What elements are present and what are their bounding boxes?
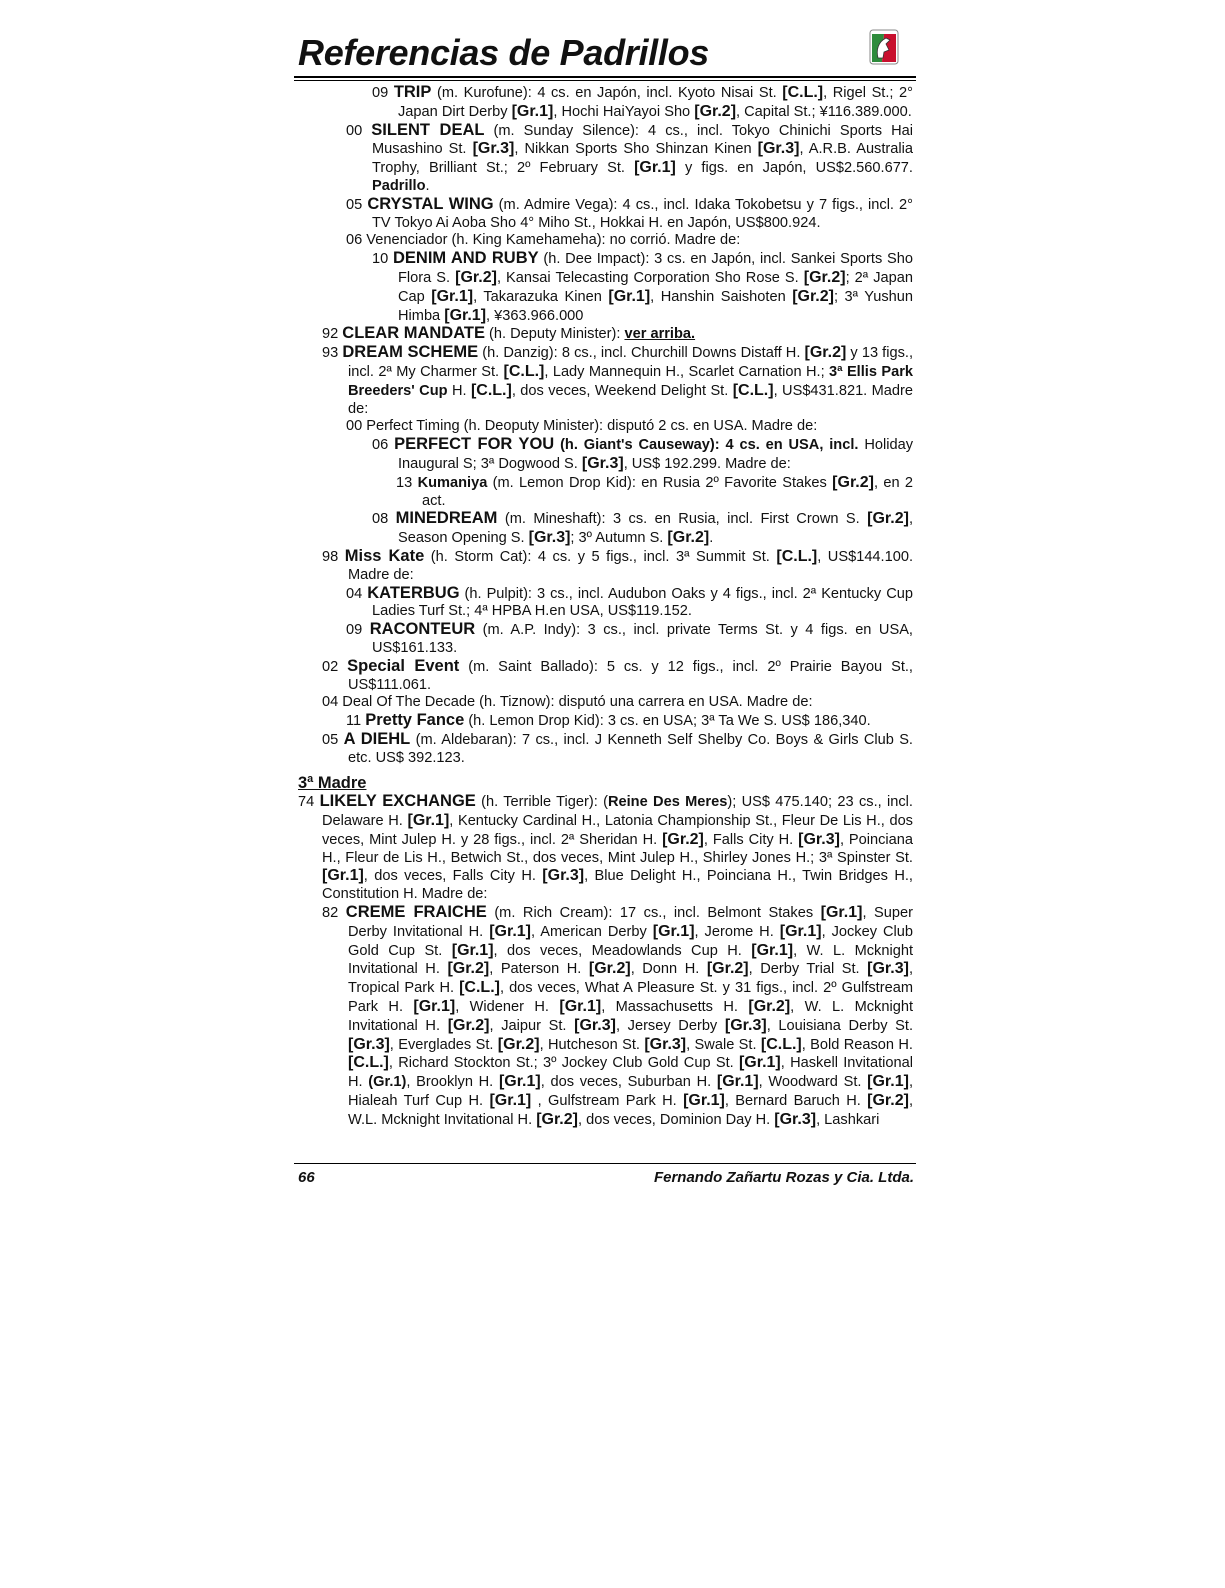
page-title: Referencias de Padrillos: [298, 32, 709, 73]
pedigree-entry: [298, 474, 913, 511]
pedigree-entry: [298, 418, 913, 436]
entry-text: , Swale St.: [686, 1036, 761, 1053]
entry-text: , A.R.B. Australia Trophy, Brilliant St.; 2º February St.: [372, 141, 913, 177]
grade-label: [Gr.3]: [472, 140, 515, 158]
entry-text: , dos veces, Suburban H.: [540, 1074, 717, 1091]
horse-name: SILENT DEAL: [371, 120, 485, 139]
third-dam-entries: [298, 793, 913, 1129]
entry-text: 00 Perfect Timing (h. Deoputy Minister): disputó 2 cs. en USA. Madre de:: [346, 418, 818, 435]
grade-label: [Gr.2]: [694, 102, 737, 120]
entry-text: H.: [447, 382, 471, 399]
grade-label: [Gr.2]: [447, 1016, 490, 1034]
entry-text: (h. Pulpit): 3 cs., incl. Audubon Oaks y 4 figs., incl. 2ª Kentucky Cup Ladies Turf St.; 4ª HPBA H.en USA, US$119.152.: [372, 585, 913, 620]
entry-text: (h. Terrible Tiger): (: [475, 794, 608, 811]
grade-label: [Gr.2]: [867, 510, 909, 528]
grade-label: [Gr.1]: [738, 1054, 781, 1072]
horse-head-logo-icon: [864, 28, 904, 66]
grade-label: [Gr.2]: [706, 960, 749, 978]
entry-text: 09: [372, 85, 394, 101]
grade-label: [Gr.1]: [322, 867, 364, 885]
horse-name: MINEDREAM: [395, 509, 498, 528]
publisher-name: Fernando Zañartu Rozas y Cia. Ltda.: [653, 1169, 914, 1186]
pedigree-entry: [298, 325, 913, 344]
entry-text: 04: [346, 585, 368, 602]
horse-name: PERFECT FOR YOU: [394, 435, 555, 454]
entry-text: , W.L. Mcknight Invitational H.: [348, 1093, 914, 1128]
pedigree-entry: [298, 585, 913, 622]
grade-label: [Gr.3]: [774, 1110, 817, 1128]
entry-text: 3ª Ellis Park Breeders' Cup: [348, 363, 913, 399]
grade-label: [Gr.3]: [798, 830, 840, 848]
grade-label: [Gr.2]: [832, 473, 874, 491]
entry-text: 06 Venenciador (h. King Kamehameha): no corrió. Madre de:: [346, 232, 741, 249]
dam-entries: [298, 84, 913, 767]
pedigree-entry: [298, 122, 913, 196]
entry-text: Holiday Inaugural S; 3ª Dogwood S.: [398, 437, 913, 472]
horse-name: Miss Kate: [344, 546, 425, 565]
entry-text: (h. Giant's Causeway): 4 cs. en USA, incl.: [554, 437, 859, 454]
entry-text: , Everglades St.: [389, 1036, 498, 1053]
horse-name: Pretty Fance: [365, 711, 465, 730]
entry-text: 04 Deal Of The Decade (h. Tiznow): disputó una carrera en USA. Madre de:: [322, 694, 813, 711]
entry-text: (h. Storm Cat): 4 cs. y 5 figs., incl. 3ª Summit St.: [424, 548, 777, 565]
entry-text: , Hutcheson St.: [539, 1036, 645, 1053]
entry-text: , Nikkan Sports Sho Shinzan Kinen: [514, 141, 758, 158]
grade-label: [Gr.1]: [652, 922, 695, 940]
entry-text: 13: [396, 474, 418, 491]
entry-text: y 13 figs., incl. 2ª My Charmer St.: [348, 345, 913, 380]
grade-label: [Gr.2]: [803, 268, 846, 286]
grade-label: [Gr.2]: [662, 830, 704, 848]
entry-text: 82: [322, 905, 346, 922]
entry-text: (m. Mineshaft): 3 cs. en Rusia, incl. First Crown S.: [497, 511, 868, 528]
entry-text: 98: [322, 548, 345, 565]
entry-text: , Bernard Baruch H.: [724, 1093, 868, 1110]
grade-label: [Gr.1]: [413, 998, 456, 1016]
entry-text: (h. Danzig): 8 cs., incl. Churchill Downs Distaff H.: [478, 345, 805, 362]
entry-text: , Hialeah Turf Cup H.: [348, 1074, 913, 1110]
entry-text: , Jersey Derby: [615, 1017, 725, 1034]
entry-text: 11: [346, 713, 366, 730]
grade-label: [Gr.3]: [574, 1016, 616, 1034]
entry-text: , Louisiana Derby St.: [766, 1017, 913, 1034]
entry-text: , Poinciana H., Fleur de Lis H., Betwich St., dos veces, Mint Julep H., Shirley Jones H.; 3ª Spinster St.: [322, 831, 914, 866]
entry-text: (Gr.1): [368, 1074, 407, 1091]
entry-text: , Woodward St.: [758, 1074, 868, 1091]
grade-label: [Gr.3]: [757, 140, 800, 158]
grade-label: [Gr.2]: [588, 960, 631, 978]
entry-text: , Jockey Club Gold Cup St.: [348, 923, 913, 959]
entry-text: , W. L. Mcknight Invitational H.: [348, 942, 914, 978]
entry-text: , Kentucky Cardinal H., Latonia Championship St., Fleur De Lis H., dos veces, Mint Julep H. y 28 figs., incl. 2ª Sheridan H.: [322, 813, 913, 848]
horse-name: CREME FRAICHE: [345, 903, 487, 922]
entry-text: (m. Sunday Silence): 4 cs., incl. Tokyo Chinichi Sports Hai Musashino St.: [372, 122, 913, 158]
entry-text: , Blue Delight H., Poinciana H., Twin Bridges H., Constitution H. Madre de:: [322, 868, 913, 903]
entry-text: , Richard Stockton St.; 3º Jockey Club Gold Cup St.: [388, 1055, 739, 1072]
grade-label: [Gr.3]: [581, 454, 624, 472]
horse-name: TRIP: [393, 83, 432, 101]
entry-text: 10: [372, 251, 393, 268]
entry-text: 02: [322, 658, 348, 675]
entry-text: y figs. en Japón, US$2.560.677.: [675, 160, 913, 177]
entry-text: , Capital St.; ¥116.389.000.: [736, 103, 912, 120]
grade-label: [Gr.1]: [444, 306, 487, 324]
entry-text: (m. Aldebaran): 7 cs., incl. J Kenneth Self Shelby Co. Boys & Girls Club S. etc. US$ 392.123.: [348, 731, 913, 766]
entry-text: , Derby Trial St.: [748, 961, 868, 978]
entry-text: , US$431.821. Madre de:: [348, 382, 914, 417]
grade-label: [Gr.2]: [536, 1110, 578, 1128]
entry-text: 93: [322, 345, 343, 362]
grade-label: [Gr.1]: [431, 287, 474, 305]
entry-text: , Kansai Telecasting Corporation Sho Rose S.: [496, 269, 804, 286]
entry-text: , Takarazuka Kinen: [473, 288, 609, 305]
pedigree-entry: [298, 344, 913, 418]
horse-name: CLEAR MANDATE: [342, 324, 485, 343]
entry-text: , W. L. Mcknight Invitational H.: [348, 999, 913, 1034]
entry-text: , Hanshin Saishoten: [650, 288, 793, 305]
entry-text: ; 2ª Japan Cap: [398, 269, 913, 305]
entry-text: , Super Derby Invitational H.: [348, 905, 913, 940]
entry-text: 08: [372, 511, 396, 528]
entry-text: ); US$ 475.140; 23 cs., incl. Delaware H.: [322, 794, 913, 830]
entry-text: ; 3º Autumn S.: [570, 530, 668, 547]
grade-label: [Gr.2]: [447, 960, 490, 978]
entry-text: , dos veces, Weekend Delight St.: [511, 382, 733, 399]
entry-text: , Brooklyn H.: [406, 1074, 499, 1091]
grade-label: [Gr.1]: [407, 812, 450, 830]
grade-label: [C.L.]: [776, 547, 818, 565]
entry-text: 74: [298, 794, 320, 811]
entry-text: , Gulfstream Park H.: [531, 1093, 684, 1110]
entry-text: , Jerome H.: [694, 923, 780, 940]
entry-text: (m. Rich Cream): 17 cs., incl. Belmont Stakes: [486, 905, 821, 922]
header-rule: [294, 76, 916, 78]
entry-text: Kumaniya: [417, 474, 488, 491]
grade-label: [Gr.1]: [751, 941, 794, 959]
grade-label: [Gr.2]: [804, 344, 847, 362]
entry-text: , Rigel St.; 2° Japan Dirt Derby: [398, 85, 913, 120]
entry-text: (h. Deputy Minister):: [484, 326, 625, 343]
grade-label: [Gr.1]: [498, 1073, 541, 1091]
entry-text: Padrillo: [372, 177, 426, 194]
entry-text: 09: [346, 622, 370, 639]
entry-text: , Lashkari: [816, 1111, 880, 1128]
entry-text: 05: [322, 731, 344, 748]
grade-label: [Gr.1]: [608, 287, 651, 305]
entry-text: 00: [346, 122, 372, 139]
grade-label: [Gr.1]: [559, 998, 602, 1016]
grade-label: [C.L.]: [503, 362, 545, 380]
entry-text: , dos veces, Meadowlands Cup H.: [493, 942, 752, 959]
header-rule-thin: [294, 80, 916, 81]
entry-text: (m. Kurofune): 4 cs. en Japón, incl. Kyoto Nisai St.: [431, 85, 783, 101]
grade-label: [C.L.]: [470, 381, 512, 399]
pedigree-entry: [298, 793, 913, 904]
grade-label: [Gr.2]: [455, 268, 497, 286]
grade-label: [Gr.2]: [792, 287, 834, 305]
entry-text: , US$ 192.299. Madre de:: [623, 455, 791, 472]
entry-text: , Bold Reason H.: [801, 1036, 913, 1053]
entry-text: , Lady Mannequin H., Scarlet Carnation H.;: [544, 363, 830, 380]
horse-name: LIKELY EXCHANGE: [319, 792, 476, 811]
entry-text: , Widener H.: [455, 999, 560, 1016]
entry-text: 06: [372, 437, 395, 454]
grade-label: [Gr.1]: [489, 1092, 532, 1110]
grade-label: [C.L.]: [760, 1035, 802, 1053]
pedigree-entry: [298, 621, 913, 658]
horse-name: DREAM SCHEME: [342, 343, 479, 362]
pedigree-entry: [298, 694, 913, 712]
grade-label: [C.L.]: [782, 84, 824, 101]
pedigree-entry: [298, 232, 913, 250]
grade-label: [Gr.1]: [451, 941, 494, 959]
horse-name: CRYSTAL WING: [367, 194, 494, 213]
entry-text: , Donn H.: [630, 961, 707, 978]
entry-text: , US$144.100. Madre de:: [348, 548, 914, 583]
entry-text: , dos veces, Falls City H.: [363, 868, 543, 885]
grade-label: [Gr.3]: [528, 529, 571, 547]
entry-text: , Hochi HaiYayoi Sho: [553, 103, 695, 120]
grade-label: [Gr.3]: [724, 1016, 767, 1034]
entry-text: .: [425, 177, 430, 194]
grade-label: [Gr.1]: [716, 1073, 759, 1091]
grade-label: [Gr.1]: [489, 922, 531, 940]
grade-label: [Gr.1]: [511, 102, 554, 120]
entry-text: , Falls City H.: [703, 831, 799, 848]
pedigree-entry: [298, 84, 913, 122]
horse-name: DENIM AND RUBY: [393, 249, 539, 268]
entry-text: , Season Opening S.: [398, 511, 913, 547]
footer-rule: [294, 1163, 916, 1164]
section-heading-3rd-dam: 3ª Madre: [298, 774, 367, 793]
grade-label: [Gr.1]: [634, 159, 676, 177]
pedigree-entry: [298, 904, 913, 1130]
grade-label: [C.L.]: [732, 381, 774, 399]
pedigree-entry: [298, 436, 913, 474]
grade-label: [C.L.]: [348, 1054, 389, 1072]
pedigree-entry: [298, 731, 913, 768]
grade-label: [Gr.3]: [542, 867, 585, 885]
entry-text: , dos veces, What A Pleasure St. y 31 figs., incl. 2º Gulfstream Park H.: [348, 980, 913, 1016]
grade-label: [Gr.3]: [644, 1035, 687, 1053]
entry-text: (m. Lemon Drop Kid): en Rusia 2º Favorite Stakes: [487, 474, 833, 491]
horse-name: Special Event: [347, 656, 460, 675]
entry-text: , dos veces, Dominion Day H.: [577, 1111, 775, 1128]
grade-label: [Gr.3]: [867, 960, 909, 978]
pedigree-entry: [298, 196, 913, 233]
entry-text: Reine Des Meres: [607, 794, 728, 811]
pedigree-content: [298, 84, 913, 1130]
grade-label: [Gr.1]: [683, 1092, 725, 1110]
horse-name: A DIEHL: [343, 729, 411, 748]
entry-text: ; 3ª Yushun Himba: [398, 288, 913, 324]
entry-text: 05: [346, 196, 368, 213]
entry-text: .: [709, 530, 714, 547]
horse-name: KATERBUG: [367, 583, 460, 602]
entry-text: (m. Admire Vega): 4 cs., incl. Idaka Tokobetsu y 7 figs., incl. 2° TV Tokyo Ai Aoba Sho 4° Miho St., Hokkai H. en Japón, US$800.924.: [372, 196, 914, 231]
entry-text: ver arriba.: [624, 326, 696, 343]
pedigree-entry: [298, 510, 913, 548]
grade-label: [Gr.1]: [867, 1073, 909, 1091]
pedigree-entry: [298, 658, 913, 695]
entry-text: , Haskell Invitational H.: [348, 1055, 913, 1091]
entry-text: (h. Dee Impact): 3 cs. en Japón, incl. Sankei Sports Sho Flora S.: [398, 251, 913, 286]
grade-label: [C.L.]: [459, 979, 500, 997]
entry-text: , Tropical Park H.: [348, 961, 913, 997]
pedigree-entry: [298, 548, 913, 585]
entry-text: 92: [322, 326, 343, 343]
entry-text: (m. A.P. Indy): 3 cs., incl. private Terms St. y 4 figs. en USA, US$161.133.: [372, 622, 913, 656]
grade-label: [Gr.1]: [779, 922, 822, 940]
grade-label: [Gr.3]: [348, 1035, 390, 1053]
entry-text: (m. Saint Ballado): 5 cs. y 12 figs., incl. 2º Prairie Bayou St., US$111.061.: [348, 658, 913, 693]
grade-label: [Gr.1]: [820, 904, 863, 922]
pedigree-entry: [298, 712, 913, 731]
entry-text: , ¥363.966.000: [486, 307, 584, 324]
horse-name: RACONTEUR: [369, 620, 476, 639]
entry-text: , en 2 act.: [422, 474, 914, 509]
grade-label: [Gr.2]: [748, 998, 791, 1016]
page-number: 66: [298, 1169, 315, 1186]
grade-label: [Gr.2]: [867, 1092, 909, 1110]
entry-text: , Massachusetts H.: [601, 999, 749, 1016]
grade-label: [Gr.2]: [667, 529, 710, 547]
entry-text: , Jaipur St.: [489, 1017, 575, 1034]
entry-text: , Paterson H.: [489, 961, 589, 978]
entry-text: , American Derby: [531, 923, 653, 940]
entry-text: (h. Lemon Drop Kid): 3 cs. en USA; 3ª Ta We S. US$ 186,340.: [464, 713, 871, 730]
grade-label: [Gr.2]: [497, 1035, 540, 1053]
pedigree-entry: [298, 250, 913, 325]
